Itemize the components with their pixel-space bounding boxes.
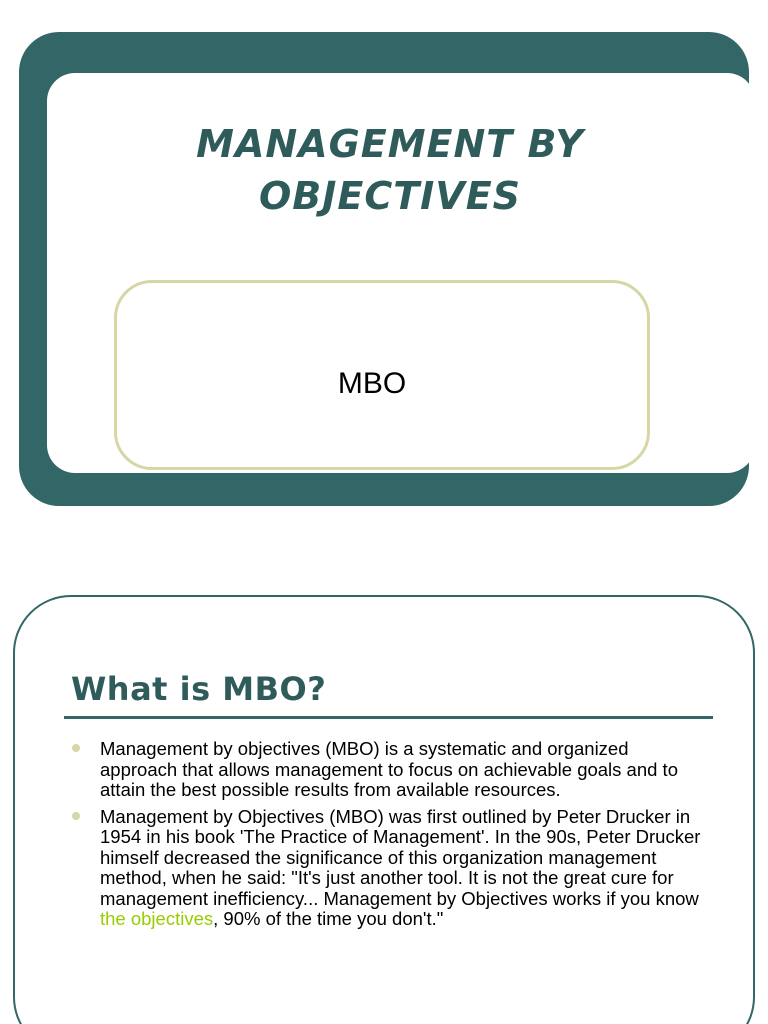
- bullet-text: Management by objectives (MBO) is a systematic and organized approach that allows management to focus on achievable goals and to attain the best possible results from available resources.: [100, 738, 678, 800]
- subtitle-box: [114, 280, 650, 470]
- bullet-list: [72, 739, 702, 936]
- bullet-text-after: , 90% of the time you don't.": [213, 908, 444, 929]
- bullet-item: [72, 807, 702, 930]
- bullet-item: [72, 739, 702, 801]
- title-line-2: OBJECTIVES: [258, 174, 522, 218]
- bullet-dot-icon: [72, 812, 80, 820]
- title-line-1: MANAGEMENT BY: [196, 122, 584, 166]
- heading-divider: [64, 716, 713, 719]
- content-slide-heading: What is MBO?: [71, 670, 327, 708]
- objectives-link[interactable]: the objectives: [100, 908, 214, 929]
- bullet-text-before: Management by Objectives (MBO) was first outlined by Peter Drucker in 1954 in his book 'The Practice of Management'. In the 90s, Peter Drucker himself decreased the significance of this organization management method, when he said: "It's just another tool. It is not the great cure for management inefficiency... Management by Objectives works if you know: [100, 805, 701, 909]
- subtitle-text: MBO: [337, 367, 407, 400]
- bullet-dot-icon: [72, 744, 80, 752]
- title-slide-heading: [100, 118, 680, 222]
